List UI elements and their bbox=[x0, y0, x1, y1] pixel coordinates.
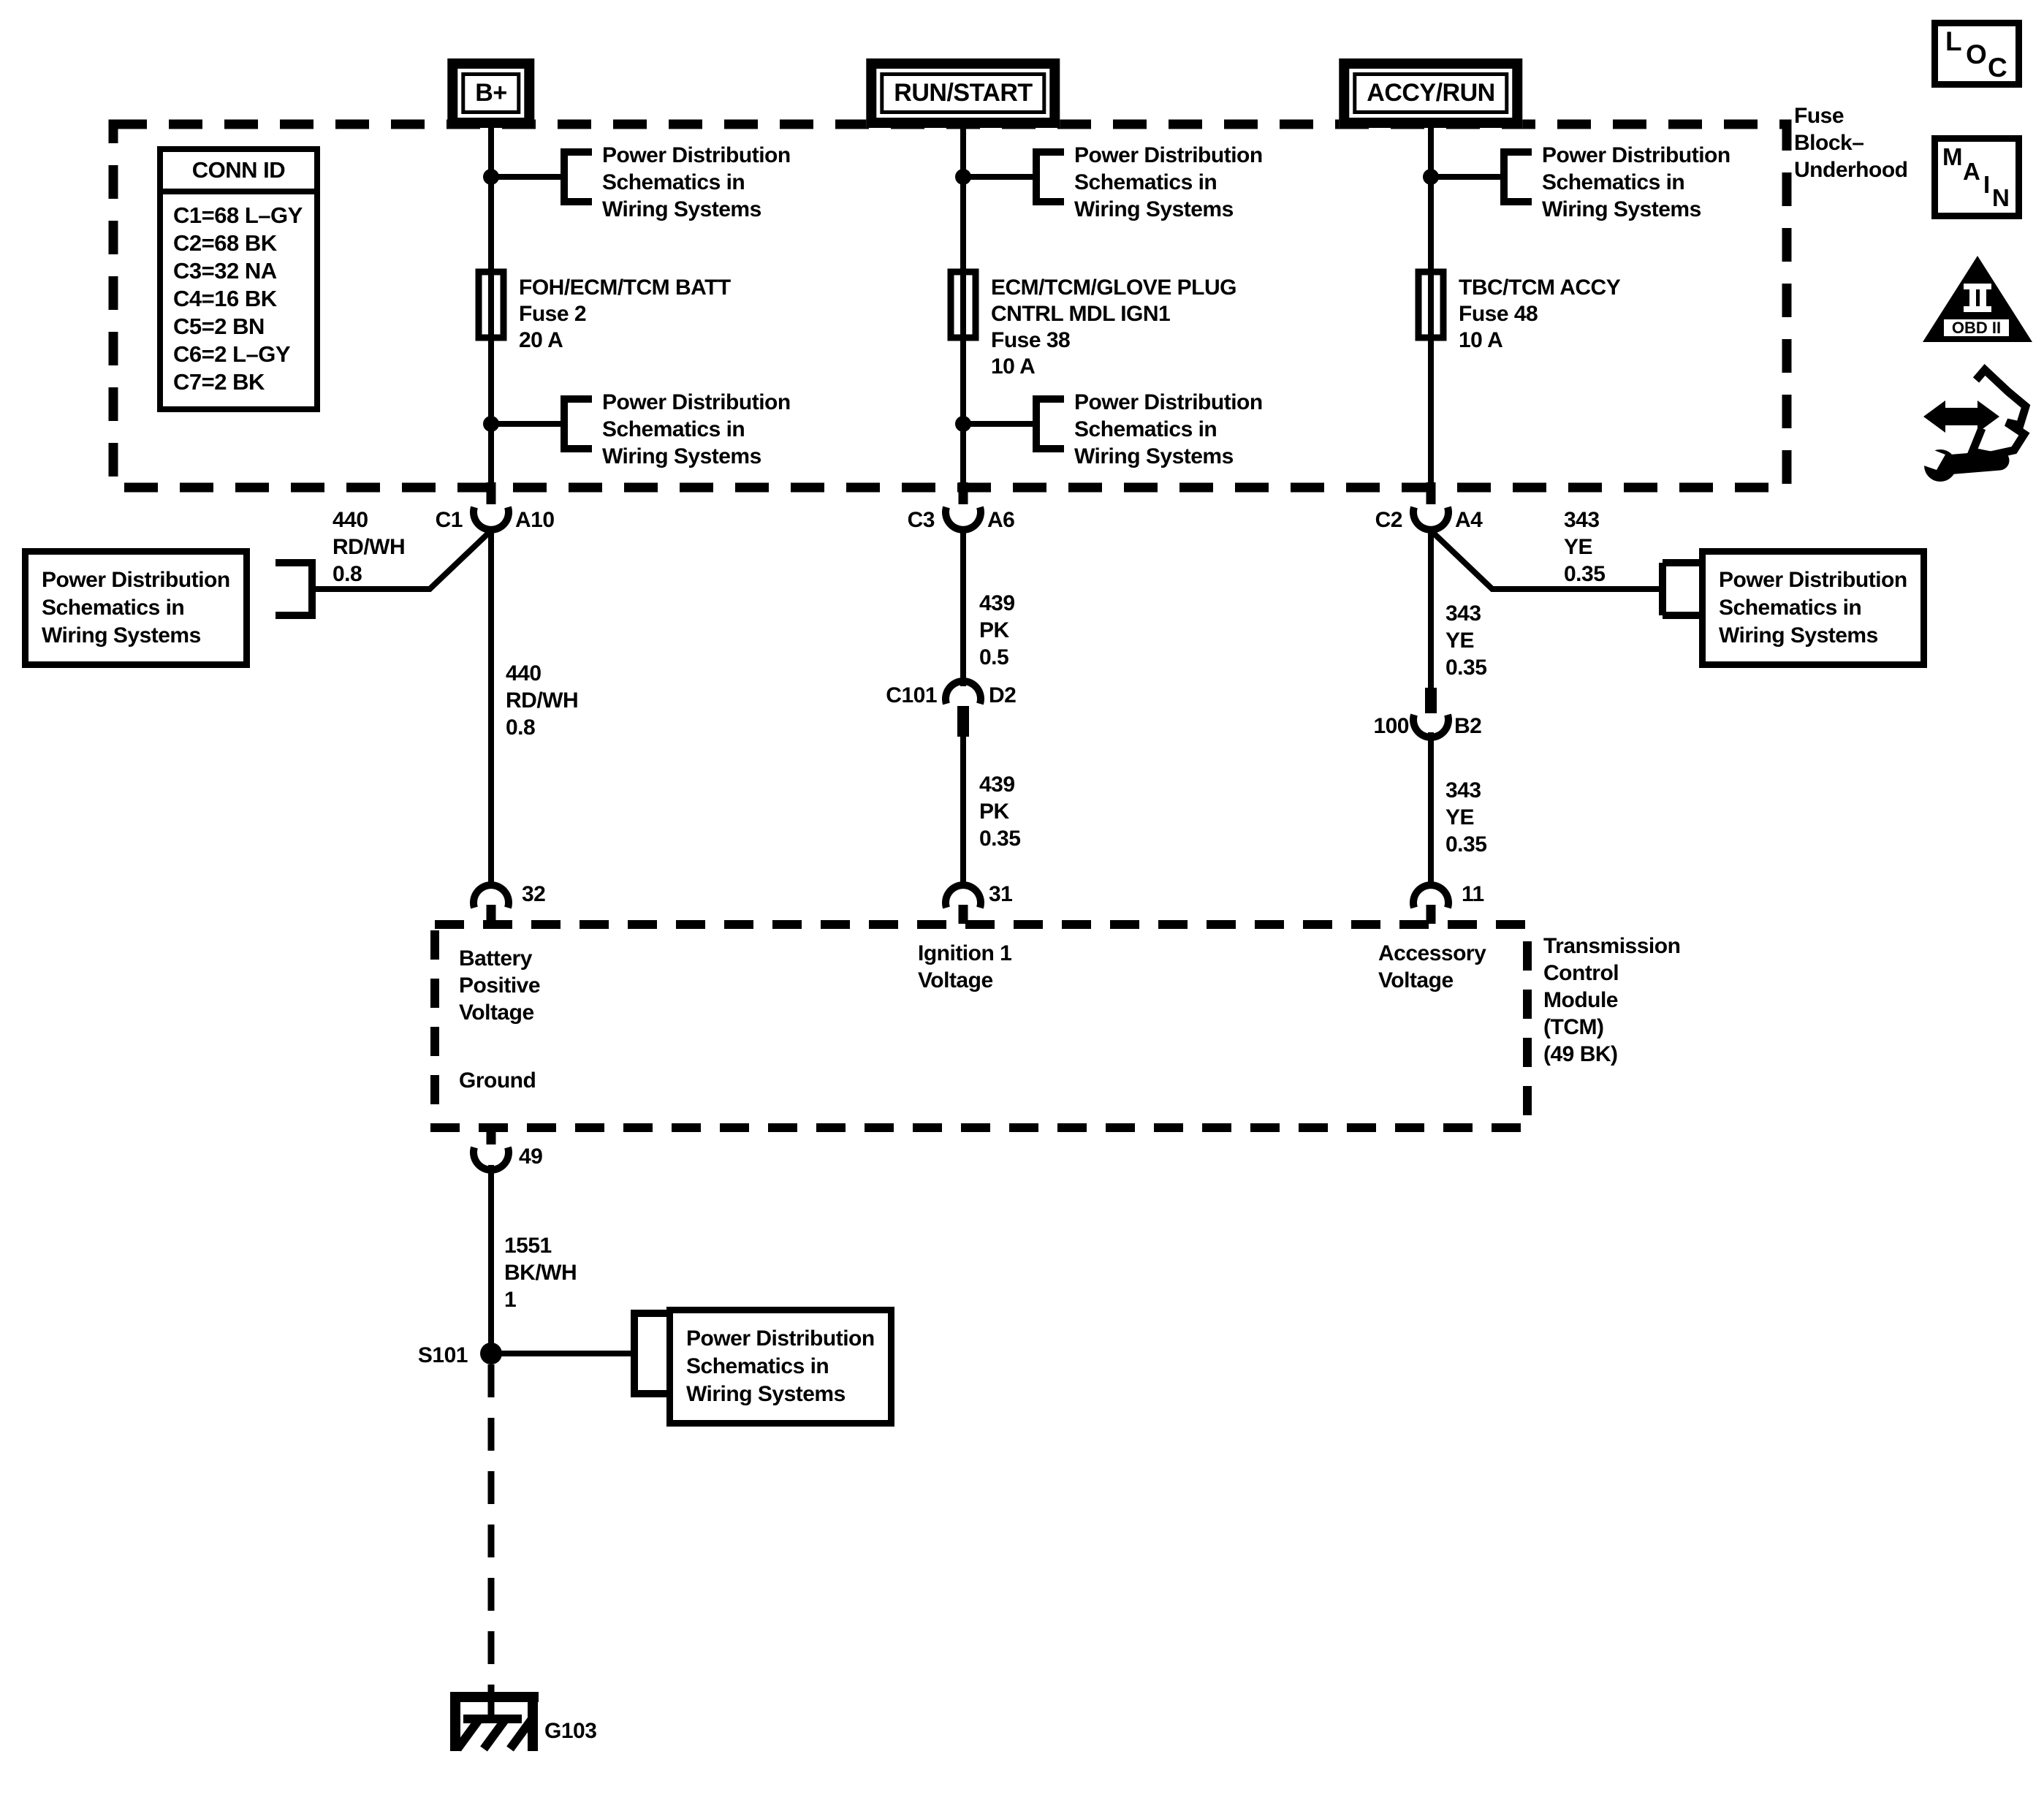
pd-bracket-col2-lower bbox=[1036, 399, 1064, 449]
wire-ground-run bbox=[474, 1128, 666, 1694]
connector-a4-label: A4 bbox=[1455, 508, 1483, 532]
power-source-run-start bbox=[866, 58, 1060, 128]
main-icon bbox=[1931, 135, 2022, 219]
pd-bracket-col1-lower bbox=[564, 399, 592, 449]
conn-id-row: C5=2 BN bbox=[173, 314, 265, 339]
connector-c101-label: C101 bbox=[886, 683, 937, 707]
pd-bracket-left-box bbox=[276, 563, 312, 615]
power-source-run-start-label: RUN/START bbox=[880, 72, 1046, 114]
power-source-b-plus bbox=[447, 58, 534, 128]
tcm-terminal-31 bbox=[946, 885, 981, 908]
accessory-voltage-label: Accessory Voltage bbox=[1378, 941, 1486, 992]
fuse-38-label: ECM/TCM/GLOVE PLUG CNTRL MDL IGN1 Fuse 38 10 A bbox=[991, 276, 1236, 379]
pd-reference-col1-upper: Power Distribution Schematics in Wiring Systems bbox=[602, 143, 791, 221]
power-source-accy-run-label: ACCY/RUN bbox=[1353, 72, 1508, 114]
fuse-2-label: FOH/ECM/TCM BATT Fuse 2 20 A bbox=[519, 276, 731, 352]
connector-c2-label: C2 bbox=[1375, 508, 1402, 532]
pd-reference-box-bottom: Power Distribution Schematics in Wiring Systems bbox=[666, 1307, 894, 1427]
wire-label-343-lower: 343 YE 0.35 bbox=[1445, 778, 1487, 857]
ground-symbol bbox=[450, 1697, 539, 1751]
pd-reference-col2-lower: Power Distribution Schematics in Wiring Systems bbox=[1074, 390, 1263, 468]
pd-reference-box-left: Power Distribution Schematics in Wiring Systems bbox=[22, 548, 250, 668]
loc-letter: L bbox=[1945, 26, 1962, 56]
power-source-b-plus-label: B+ bbox=[461, 72, 520, 114]
tcm-pin-31-label: 31 bbox=[989, 882, 1013, 906]
wire-label-439-lower: 439 PK 0.35 bbox=[979, 772, 1021, 851]
pd-bracket-col3-upper bbox=[1504, 152, 1532, 202]
pd-bracket-col2-upper bbox=[1036, 152, 1064, 202]
main-letter: I bbox=[1983, 171, 1990, 198]
pd-reference-col2-upper: Power Distribution Schematics in Wiring Systems bbox=[1074, 143, 1263, 221]
conn-id-row: C3=32 NA bbox=[173, 258, 277, 284]
diagnostics-icon bbox=[1913, 370, 2026, 482]
junction-dot bbox=[1423, 169, 1439, 185]
pd-reference-col1-lower: Power Distribution Schematics in Wiring Systems bbox=[602, 390, 791, 468]
connector-cup-c3 bbox=[946, 507, 981, 530]
connector-d2-label: D2 bbox=[989, 683, 1017, 707]
tcm-module-label: Transmission Control Module (TCM) (49 BK) bbox=[1543, 934, 1681, 1066]
wire-label-439-upper: 439 PK 0.5 bbox=[979, 591, 1015, 669]
conn-id-row: C7=2 BK bbox=[173, 369, 265, 395]
pd-reference-box-right: Power Distribution Schematics in Wiring Systems bbox=[1699, 548, 1927, 668]
arrow-left-head bbox=[1923, 400, 1945, 433]
pd-bracket-bottom-box bbox=[634, 1313, 666, 1394]
connector-a10-label: A10 bbox=[515, 508, 555, 532]
wire-label-343-upper: 343 YE 0.35 bbox=[1445, 601, 1487, 680]
junction-dot bbox=[955, 169, 971, 185]
conn-id-row: C6=2 L–GY bbox=[173, 341, 291, 367]
connector-cup-c1 bbox=[474, 507, 509, 530]
wire-label-1551: 1551 BK/WH 1 bbox=[504, 1234, 577, 1312]
pd-reference-col3-upper: Power Distribution Schematics in Wiring Systems bbox=[1542, 143, 1730, 221]
loc-icon bbox=[1931, 20, 2022, 88]
connector-cup-c101 bbox=[946, 681, 981, 704]
conn-id-title: CONN ID bbox=[163, 152, 314, 194]
ground-pin-label: Ground bbox=[459, 1068, 536, 1093]
pd-bracket-right-box bbox=[1663, 563, 1699, 615]
ignition-1-voltage-label: Ignition 1 Voltage bbox=[918, 941, 1012, 992]
main-letter: M bbox=[1942, 143, 1962, 170]
tcm-terminal-32 bbox=[474, 885, 509, 908]
tcm-pin-32-label: 32 bbox=[522, 882, 546, 906]
connector-cup-c2 bbox=[1413, 507, 1448, 530]
fuse-48-label: TBC/TCM ACCY Fuse 48 10 A bbox=[1459, 276, 1621, 352]
battery-positive-voltage-label: Battery Positive Voltage bbox=[459, 946, 541, 1025]
wire-label-440-branch: 440 RD/WH 0.8 bbox=[333, 508, 406, 586]
main-letter: N bbox=[1992, 184, 2010, 211]
conn-id-row: C2=68 BK bbox=[173, 230, 277, 256]
tcm-pin-49-label: 49 bbox=[519, 1144, 543, 1169]
tcm-pin-11-label: 11 bbox=[1462, 882, 1484, 906]
splice-s101-label: S101 bbox=[417, 1343, 468, 1367]
junction-dot bbox=[483, 169, 499, 185]
fuse-block-underhood-label: Fuse Block– Underhood bbox=[1794, 104, 1908, 182]
power-source-accy-run bbox=[1339, 58, 1522, 128]
obd2-icon-label: OBD II bbox=[1941, 316, 2012, 339]
junction-dot bbox=[955, 416, 971, 432]
junction-dot bbox=[483, 416, 499, 432]
tcm-terminal-11 bbox=[1413, 885, 1448, 908]
pd-bracket-col1-upper bbox=[564, 152, 592, 202]
ground-g103-label: G103 bbox=[544, 1719, 597, 1743]
connector-b2-label: B2 bbox=[1454, 714, 1482, 738]
conn-id-row: C4=16 BK bbox=[173, 286, 277, 311]
connector-100-label: 100 bbox=[1373, 714, 1409, 738]
wire-343-branch bbox=[1431, 531, 1663, 589]
connector-c1-label: C1 bbox=[435, 508, 463, 532]
loc-letter: O bbox=[1966, 39, 1987, 69]
wire-label-343-branch: 343 YE 0.35 bbox=[1564, 508, 1606, 586]
loc-letter: C bbox=[1988, 53, 2007, 83]
connector-a6-label: A6 bbox=[987, 508, 1015, 532]
connector-c3-label: C3 bbox=[907, 508, 935, 532]
conn-id-row: C1=68 L–GY bbox=[173, 202, 303, 228]
wire-label-440: 440 RD/WH 0.8 bbox=[506, 661, 579, 740]
conn-id-table bbox=[157, 146, 320, 412]
main-letter: A bbox=[1963, 158, 1980, 185]
